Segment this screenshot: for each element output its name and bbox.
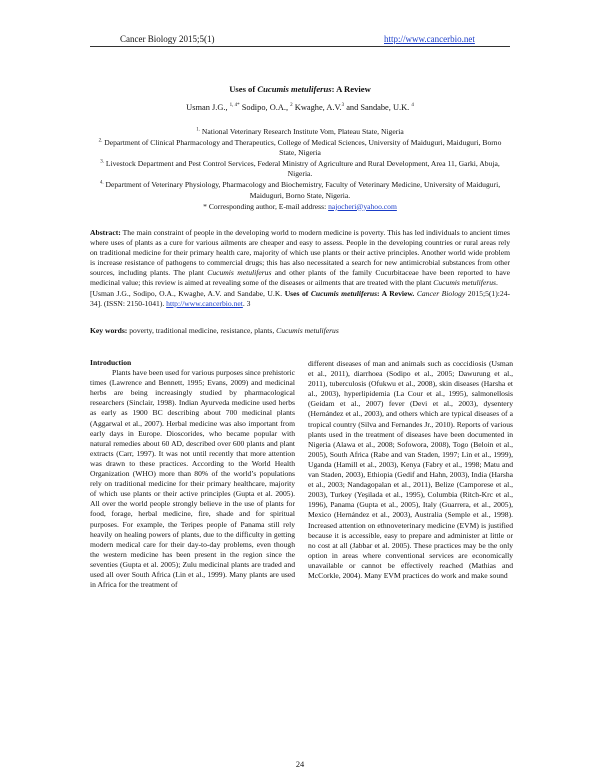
affiliation-item: $^{2.}$ Department of Clinical Pharmacology and Therapeutics, College of Medical Sciences, University of Maiduguri, Maiduguri, Borno State, Nigeria [98,138,502,158]
author-list: Usman J.G., $^{1, 4*}$ Sodipo, O.A., $^2$ Kwaghe, A.V.$^3$ and Sandabe, U.K. $^4$ [186,103,414,112]
running-header-journal: Cancer Biology 2015;5(1) [120,34,215,44]
body-paragraph: Plants have been used for various purposes since prehistoric times (Lawrence and Bennett, 1995; Evans, 2009) and medicinal herbs are being increasingly studied by pharmacological researchers (Sinclair, 1998). Indian Ayurveda medicine used herbs as early as 1900 BC describing about 700 medicinal plants (Aggarwal et al., 2007). Herbal medicine was also important from early days in Europe. Dioscorides, who became popular with natural remedies about 60 AD, described over 600 plants and plant extracts (Carr, 1997). It was not until recently that more attention was drawn to these practices. According to the World Health Organization (WHO) more than 80% of the world’s populations rely on traditional medicine for their primary healthcare, majority of which use plants or their active principles (Gupta et al. 2005). All over the world people strongly believe in the use of plants for food, forage, herbal medicine, fire, shade and for spiritual purposes. For example, the Teripes people of Panama still rely heavily on healing powers of plants, due to the difficulty in getting modern medical care for their day-to-day problems, even though the western medicine has been present in the region since the seventies (Gupta et al. 2005); Zulu medicinal plants are traded and used all over South Africa (Lin et al., 1999). Many plants are used in Africa for the treatment of [90,368,295,590]
affiliations [96,127,504,213]
citation-url-link[interactable]: http://www.cancerbio.net [166,298,243,308]
abstract-paragraph: Abstract: The main constraint of people in the developing world to modern medicine is poverty. This has led individuals to ancient times where uses of plants as a cure for various ailments are cheaper and easy to assess. People in the developing countries or rural areas rely on traditional medicine for their primary health care, majority of which use plants or their active principles. Another world wide problem is increase resistance of pathogens to commercial drugs; this has also necessitated a search for new antimicrobial substances from other sources, including plants. The plant Cucumis metuliferus and other plants of the family Cucurbitaceae have been reported to have medicinal value; this review is aimed at revealing some of the diseases or ailments that are treated with the plant Cucumis metuliferus. [90,228,510,288]
header-rule [90,46,510,47]
page-number: 24 [295,760,305,769]
paper-title: Uses of Cucumis metuliferus: A Review [229,84,371,94]
corresponding-author: * Corresponding author, E-mail address: najocheri@yahoo.com [203,201,397,211]
citation-paragraph: [Usman J.G., Sodipo, O.A., Kwaghe, A.V. and Sandabe, U.K. Uses of Cucumis metuliferus: A Review. Cancer Biology 2015;5(1):24-34]. (ISSN: 2150-1041). http://www.cancerbio.net. 3 [90,288,510,308]
title-species: Cucumis metuliferus [257,84,332,94]
affiliation-item: $^{3.}$ Livestock Department and Pest Control Services, Federal Ministry of Agriculture and Rural Development, Area 11, Garki, Abuja, Nigeria. [100,159,500,179]
affiliation-item: $^{4.}$ Department of Veterinary Physiology, Pharmacology and Biochemistry, Faculty of Veterinary Medicine, University of Maiduguri, Maiduguri, Borno State, Nigeria. [99,180,501,200]
abstract-section [90,228,510,309]
right-column [308,359,513,581]
section-heading-introduction: Introduction [90,358,132,367]
running-header-url-link[interactable]: http://www.cancerbio.net [384,34,475,44]
body-paragraph: different diseases of man and animals such as coccidiosis (Usman et al., 2011), diarrhoea (Sodipo et al., 2005; Dawurung et al., 2011), tuberculosis (Ofukwu et al., 2008), skin diseases (Harsha et al., 2003), hyperlipidemia (La Cour et al., 1995), salmonellosis (Geidam et al., 2007) fever (Devi et al., 2003), dysentery (Hernández et al., 2003), and others which are typical diseases of a tropical country (Silva and Fernandes Jr., 2010). Reports of various plants used in the treatment of diseases have been documented in Nigeria (Alawa et al., 2008; Sofowora, 2008), Togo (Beloin et al., 2005), South Africa (Rabe and van Staden, 1997; Lin et al., 1999), Uganda (Hamill et al., 2003), Kenya (Fabry et al., 1998; Matu and van Staden, 2003), Ethiopia (Gedif and Hahn, 2003), India (Harsha et al., 2003; Nandagopalan et al., 2011), Belize (Camporese et al., 2003), Turkey (Yeşilada et al., 1995), Columbia (Ritch-Krc et al., 1996), Panama (Gupta et al., 2005), Italy (Guarrera, et al., 2005), Mexico (Hernández et al., 2003), Australia (Semple et al., 1998). Increased attention on ethnoveterinary medicine (EVM) is justified because it is accessible, easy to prepare and administer at little or no cost at all (Jabbar et al. 2005). These practices may be the only option in areas where conventional services are economically unavailable or cannot be effectively reached (Mathias and McCorkle, 2004). Many EVM practices do work and make sound [308,359,513,580]
affiliation-item: $^{1.}$ National Veterinary Research Institute Vom, Plateau State, Nigeria [196,127,404,136]
email-link[interactable]: najocheri@yahoo.com [328,201,397,211]
left-column [90,358,295,590]
keywords-line: Key words: poverty, traditional medicine, resistance, plants, Cucumis metuliferus [90,326,339,335]
